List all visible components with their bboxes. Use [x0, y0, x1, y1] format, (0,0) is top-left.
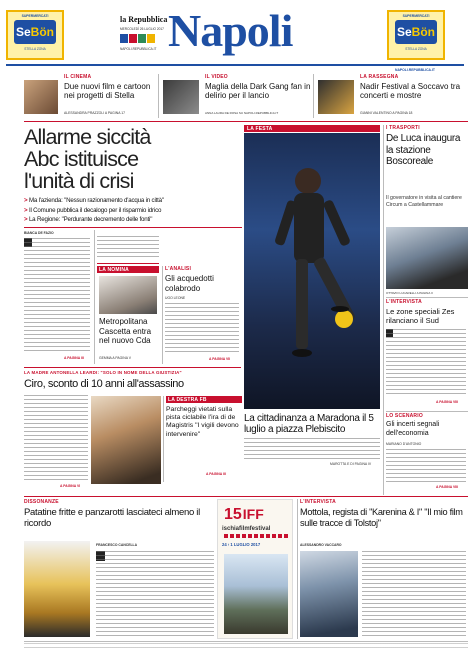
teaser-divider-1 — [158, 74, 159, 118]
mottola-byline: ALESSANDRO VACCARO — [300, 543, 342, 547]
promo-left-bottom: STELLA ZONA — [24, 47, 46, 51]
footer-imprint — [24, 643, 468, 649]
teaser-rassegna-kicker: LA RASSEGNA — [360, 74, 399, 80]
analisi-kicker: L'ANALISI — [165, 266, 192, 272]
economia-page-ref[interactable]: A PAGINA VIII — [436, 485, 459, 489]
lead-rule — [24, 227, 242, 228]
maradona-figure — [244, 133, 380, 409]
online-link[interactable]: NAPOLI.REPUBBLICA.IT — [395, 68, 435, 72]
dissonanze-byline: FRANCESCO CANCELLA — [96, 543, 138, 547]
ciro-body — [24, 395, 88, 481]
teaser-cinema[interactable] — [24, 74, 154, 120]
dissonanze-title: Patatine fritte e panzarotti lasciateci almeno il ricordo — [24, 507, 200, 529]
analisi-body — [165, 303, 239, 355]
promo-right-brand-a: Se — [396, 25, 412, 39]
teaser-rassegna-byline: GIANNI VALENTINO A PAGINA 18 — [360, 111, 413, 115]
intervista-body — [386, 329, 466, 397]
paper-name: la Repubblica — [120, 15, 168, 24]
economia-body — [386, 449, 466, 483]
promo-right-brand-b: Bön — [411, 25, 435, 39]
deluca-byline: OTTAVIO LUCARELLI A PAGINA II — [386, 291, 433, 295]
ischia-edition: 15 — [224, 506, 242, 523]
ciro-divider — [163, 396, 164, 482]
right-rule-2 — [386, 411, 468, 412]
col-divider-b — [162, 266, 163, 364]
teaser-rule — [24, 121, 468, 122]
festa-body — [244, 438, 380, 460]
bottom-divider — [297, 499, 298, 639]
ischia-film-strip — [224, 534, 288, 538]
destra-box[interactable] — [166, 396, 242, 482]
lead-title-line-1: Allarme siccità — [24, 125, 151, 149]
ischia-label: IFF — [242, 506, 264, 522]
festa-title[interactable]: La cittadinanza a Maradona il 5 luglio a piazza Plebiscito — [244, 413, 374, 435]
date-line: MERCOLEDÌ 26 LUGLIO 2017 — [120, 27, 164, 31]
lead-bullet-3: > La Regione: "Perdurante decremento delle fonti" — [24, 216, 153, 223]
intervista-kicker: L'INTERVISTA — [386, 299, 422, 305]
date-line-2: NAPOLI.REPUBBLICA.IT — [120, 47, 157, 51]
teaser-rassegna-photo — [318, 80, 354, 114]
teaser-cinema-photo — [24, 80, 58, 114]
analisi-box[interactable] — [165, 266, 241, 364]
ischia-logo — [224, 506, 264, 524]
lead-title-line-3: l'unità di crisi — [24, 169, 134, 193]
analisi-title: Gli acquedotti colabrodo — [165, 274, 214, 293]
teaser-video-title: Maglia della Dark Gang fan in delirio per il lancio — [205, 82, 311, 100]
dissonanze-box[interactable] — [24, 499, 214, 639]
masthead-rule — [6, 64, 464, 66]
lead-body — [24, 238, 90, 354]
dissonanze-kicker: DISSONANZE — [24, 499, 59, 505]
promo-left-logo — [14, 20, 56, 44]
nomina-upper-body — [97, 236, 159, 260]
bottom-rule — [24, 496, 468, 497]
nomina-kicker: LA NOMINA — [99, 267, 129, 273]
deluca-photo — [386, 227, 468, 289]
teaser-divider-2 — [313, 74, 314, 118]
economia-title: Gli incerti segnali dell'economia — [386, 421, 440, 437]
lead-title — [24, 126, 244, 192]
right-rule-1 — [386, 297, 468, 298]
teaser-rassegna-title: Nadir Festival a Soccavo tra concerti e mostre — [360, 82, 461, 100]
mottola-title: Mottola, regista di "Karenina & I" "Il mio film sulle tracce di Tolstoj" — [300, 507, 463, 528]
lead-byline: BIANCA DE FAZIO — [24, 231, 54, 235]
ischia-photo — [224, 554, 288, 634]
promo-right-logo — [395, 20, 437, 44]
teaser-cinema-byline: ALESSANDRA PRAZZOLI A PAGINA 17 — [64, 111, 125, 115]
deluca-subtitle: Il governatore in visita al cantiere Circum a Castellammare — [386, 195, 462, 208]
intervista-box[interactable] — [386, 299, 468, 409]
teaser-rassegna[interactable] — [318, 74, 468, 120]
teaser-video-photo — [163, 80, 199, 114]
ciro-kicker: LA MADRE ANTONELLA LEARDI: "SOLO IN NOME DELLA GIUSTIZIA" — [24, 370, 182, 375]
destra-kicker: LA DESTRA FB — [168, 397, 207, 403]
deluca-kicker: I TRASPORTI — [386, 125, 420, 131]
nomina-byline: GEMMA A PAGINA V — [99, 356, 131, 360]
teaser-cinema-title: Due nuovi film e cartoon nei progetti di Stella — [64, 82, 151, 100]
lead-bullet-1: > Ma l'azienda: "Nessun razionamento d'acqua in città" — [24, 197, 164, 204]
ciro-page-ref[interactable]: A PAGINA VI — [60, 484, 81, 488]
promo-right-bottom: STELLA ZONA — [405, 47, 427, 51]
ischia-name: ischiafilmfestival — [222, 526, 271, 532]
intervista-page-ref[interactable]: A PAGINA VIII — [436, 400, 459, 404]
dissonanze-photo — [24, 541, 90, 637]
ciro-rule — [24, 367, 241, 368]
lead-bullets — [24, 196, 242, 225]
destra-title: Parcheggi vietati sulla pista ciclabile l'ira di de Magistris "I vigili devono intervenire" — [166, 406, 239, 438]
economia-byline: MARIANO D'ANTONIO — [386, 442, 422, 446]
nomina-title: Metropolitana Cascetta entra nel nuovo Cda — [99, 317, 152, 345]
ciro-photo — [91, 396, 161, 484]
economia-kicker: LO SCENARIO — [386, 413, 423, 419]
intervista-title: Le zone speciali Zes rilanciano il Sud — [386, 307, 455, 325]
mottola-kicker: L'INTERVISTA — [300, 499, 336, 505]
dissonanze-body — [96, 551, 214, 637]
teaser-cinema-kicker: IL CINEMA — [64, 74, 92, 80]
promo-right-top: SUPERMERCATI — [402, 14, 430, 18]
promo-left[interactable] — [6, 10, 64, 60]
mottola-photo — [300, 551, 358, 637]
promo-left-brand-a: Se — [15, 25, 31, 39]
teaser-video-kicker: IL VIDEO — [205, 74, 228, 80]
ciro-title[interactable]: Ciro, sconto di 10 anni all'assassino — [24, 378, 184, 390]
city-title: Napoli — [168, 5, 293, 56]
nomina-top-rule — [97, 263, 159, 264]
mottola-body — [362, 551, 466, 637]
mottola-box[interactable] — [300, 499, 468, 639]
teaser-video[interactable] — [163, 74, 311, 120]
economia-box[interactable] — [386, 413, 468, 493]
right-col-divider — [383, 125, 384, 495]
destra-page-ref[interactable]: A PAGINA III — [206, 472, 226, 476]
teaser-video-byline: ANNA LAURA DE ROSA SU NAPOLI.REPUBBLICA.IT — [205, 111, 279, 115]
promo-right[interactable] — [387, 10, 445, 60]
nomina-photo — [99, 276, 157, 314]
nomina-box[interactable] — [97, 266, 159, 364]
lead-bullet-2: > Il Comune pubblica il decalogo per il risparmio idrico — [24, 206, 162, 214]
footer-rule — [24, 641, 468, 642]
ischia-dates: 24 › 1 LUGLIO 2017 — [222, 542, 261, 547]
festa-kicker: LA FESTA — [247, 126, 273, 132]
analisi-page-ref[interactable]: A PAGINA VII — [209, 357, 231, 361]
maradona-photo — [244, 133, 380, 409]
ischia-ad[interactable] — [217, 499, 293, 639]
festa-byline: MAROTTA E DI PAGINA IV — [330, 462, 372, 466]
promo-left-top: SUPERMERCATI — [21, 14, 49, 18]
analisi-byline: UGO LEONE — [165, 296, 186, 300]
edition-logo — [120, 34, 158, 44]
deluca-title: De Luca inaugura la stazione Boscoreale — [386, 133, 461, 167]
lead-page-ref[interactable]: A PAGINA III — [64, 356, 84, 360]
deluca-box[interactable] — [386, 125, 468, 295]
col-divider-a — [94, 230, 95, 364]
promo-left-brand-b: Bön — [30, 25, 54, 39]
lead-title-line-2: Abc istituisce — [24, 147, 139, 171]
